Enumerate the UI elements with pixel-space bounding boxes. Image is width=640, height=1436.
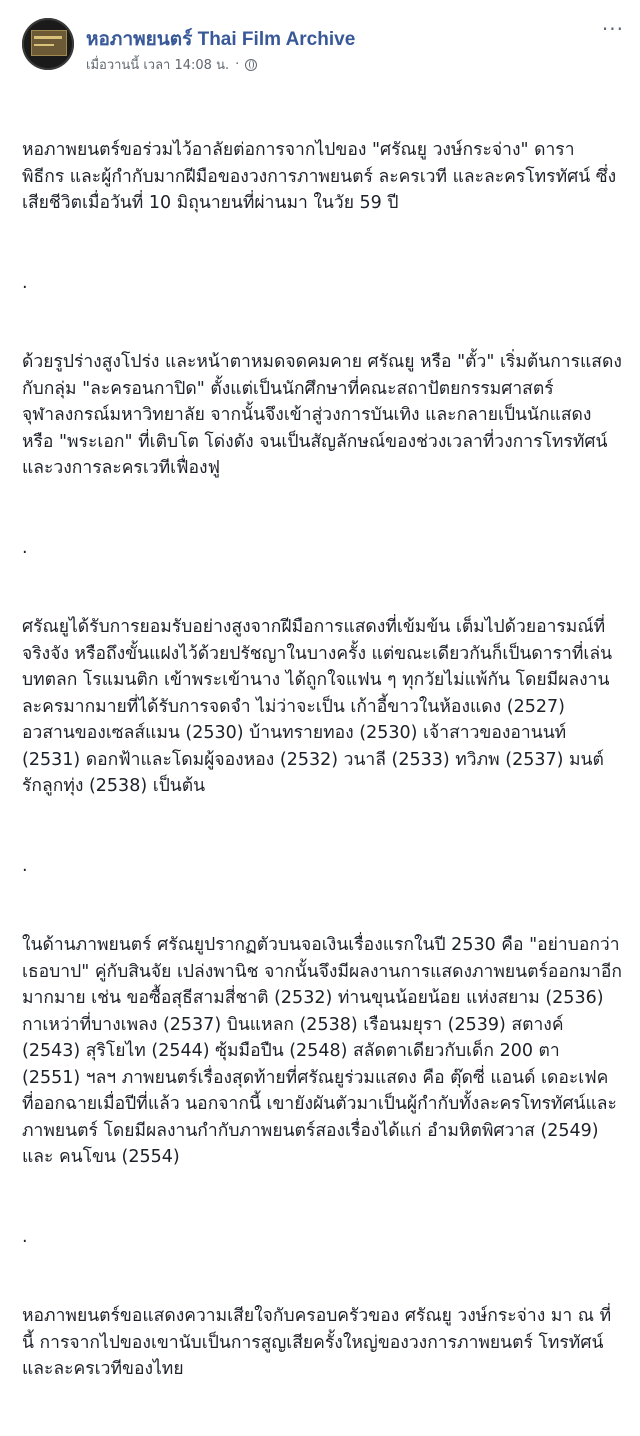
paragraph-separator: .	[22, 537, 28, 558]
logo-image	[31, 30, 67, 56]
meta-dot: ·	[235, 57, 240, 72]
globe-icon[interactable]	[245, 59, 257, 71]
paragraph-separator: .	[22, 855, 28, 876]
logo-stripe	[34, 44, 54, 46]
more-options-icon[interactable]: ···	[601, 17, 624, 41]
paragraph: หอภาพยนตร์ขอแสดงความเสียใจกับครอบครัวของ ศรัณยู วงษ์กระจ่าง มา ณ ที่นี้ การจากไปของเขานับเป็นการสูญเสียครั้งใหญ่ของวงการภาพยนตร์ โทรทัศน์ และละครเวทีของไทย	[22, 1306, 612, 1379]
avatar[interactable]	[22, 18, 74, 70]
paragraph-separator: .	[22, 272, 28, 293]
post-body	[22, 84, 622, 1436]
page-name-link[interactable]: หอภาพยนตร์ Thai Film Archive	[86, 29, 356, 50]
post-meta	[86, 54, 257, 75]
paragraph: ในด้านภาพยนตร์ ศรัณยูปรากฏตัวบนจอเงินเรื่องแรกในปี 2530 คือ "อย่าบอกว่าเธอบาป" คู่กับสินจัย เปล่งพานิช จากนั้นจึงมีผลงานการแสดงภาพยนตร์ออกมาอีกมากมาย เช่น ขอซื้อสุธีสามสี่ชาติ (2532) ท่านขุนน้อยน้อย แห่งสยาม (2536) กาเหว่าที่บางเพลง (2537) บินแหลก (2538) เรือนมยุรา (2539) สตางค์ (2543) สุริโยไท (2544) ซุ้มมือปืน (2548) สลัดตาเดียวกับเด็ก 200 ตา (2551) ฯลฯ ภาพยนตร์เรื่องสุดท้ายที่ศรัณยูร่วมแสดง คือ ตุ๊ดซี่ แอนด์ เดอะเฟค ที่ออกฉายเมื่อปีที่แล้ว นอกจากนี้ เขายังผันตัวมาเป็นผู้กำกับทั้งละครโทรทัศน์และภาพยนตร์ โดยมีผลงานกำกับภาพยนตร์สองเรื่องได้แก่ อำมหิตพิศวาส (2549) และ คนโขน (2554)	[22, 935, 622, 1167]
post-header	[22, 18, 624, 78]
paragraph-separator: .	[22, 1226, 28, 1247]
paragraph: หอภาพยนตร์ขอร่วมไว้อาลัยต่อการจากไปของ "ศรัณยู วงษ์กระจ่าง" ดารา พิธีกร และผู้กำกับมากฝีมือของวงการภาพยนตร์ ละครเวที และละครโทรทัศน์ ซึ่งเสียชีวิตเมื่อวันที่ 10 มิถุนายนที่ผ่านมา ในวัย 59 ปี	[22, 140, 617, 213]
logo-stripe	[34, 36, 62, 39]
paragraph: ด้วยรูปร่างสูงโปร่ง และหน้าตาหมดจดคมคาย ศรัณยู หรือ "ตั้ว" เริ่มต้นการแสดงกับกลุ่ม "ละครอนกาปิด" ตั้งแต่เป็นนักศึกษาที่คณะสถาปัตยกรรมศาสตร์ จุฬาลงกรณ์มหาวิทยาลัย จากนั้นจึงเข้าสู่วงการบันเทิง และกลายเป็นนักแสดง หรือ "พระเอก" ที่เติบโต โด่งดัง จนเป็นสัญลักษณ์ของช่วงเวลาที่วงการโทรทัศน์และวงการละครเวทีเฟื่องฟู	[22, 352, 622, 478]
paragraph: ศรัณยูได้รับการยอมรับอย่างสูงจากฝีมือการแสดงที่เข้มข้น เต็มไปด้วยอารมณ์ที่จริงจัง หรือถึงขั้นแฝงไว้ด้วยปรัชญาในบางครั้ง แต่ขณะเดียวกันก็เป็นดาราที่เล่นบทตลก โรแมนติก เข้าพระเข้านาง ได้ถูกใจแฟน ๆ ทุกวัยไม่แพ้กัน โดยมีผลงานละครมากมายที่ได้รับการจดจำ ไม่ว่าจะเป็น เก้าอี้ขาวในห้องแดง (2527) อวสานของเซลส์แมน (2530) บ้านทรายทอง (2530) เจ้าสาวของอานนท์ (2531) ดอกฟ้าและโดมผู้จองหอง (2532) วนาลี (2533) ทวิภพ (2537) มนต์รักลูกทุ่ง (2538) เป็นต้น	[22, 617, 613, 796]
timestamp-link[interactable]: เมื่อวานนี้ เวลา 14:08 น.	[86, 58, 230, 73]
